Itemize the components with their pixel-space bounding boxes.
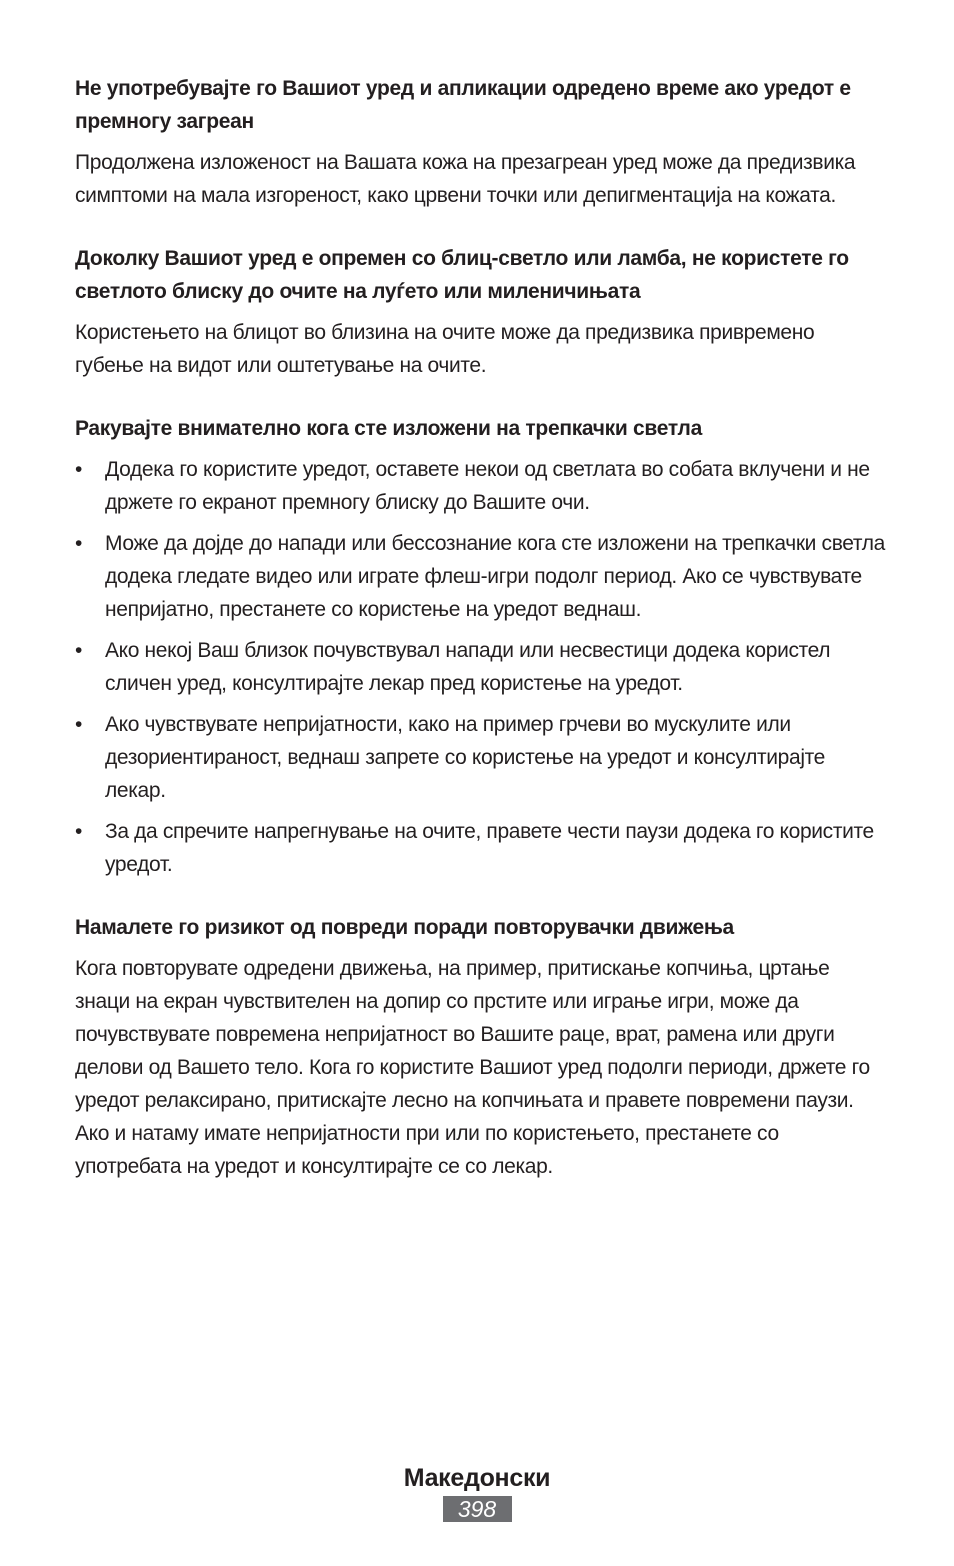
list-item [75, 453, 885, 519]
list-item [75, 815, 885, 881]
section-paragraph: Продолжена изложеност на Вашата кожа на презагреан уред може да предизвика симптоми на мала изгореност, како црвени точки или депигментација на кожата. [75, 151, 856, 207]
section-overheating [75, 72, 885, 212]
list-item-text: Може да дојде до напади или бессознание кога сте изложени на трепкачки светла додека гледате видео или играте флеш-игри подолг период. Ако се чувствувате непријатно, престанете со користење на уредот веднаш. [105, 532, 885, 621]
footer-language-label: Македонски [403, 1464, 551, 1492]
bullet-icon: • [75, 713, 83, 736]
list-item [75, 708, 885, 807]
page-number: 398 [443, 1496, 512, 1522]
section-flash-light [75, 242, 885, 382]
section-heading: Намалете го ризикот од повреди поради повторувачки движења [75, 916, 734, 939]
list-item-text: Додека го користите уредот, оставете некои од светлата во собата вклучени и не држете го екранот премногу блиску до Вашите очи. [105, 458, 870, 514]
list-item [75, 527, 885, 626]
section-heading: Ракувајте внимателно кога сте изложени на трепкачки светла [75, 417, 702, 440]
list-item-text: За да спречите напрегнување на очите, правете чести паузи додека го користите уредот. [105, 820, 874, 876]
section-repetitive-motion [75, 911, 885, 1183]
section-heading: Доколку Вашиот уред е опремен со блиц-светло или ламба, не користете го светлото блиску до очите на луѓето или миленичињата [75, 247, 849, 303]
list-item-text: Ако некој Ваш близок почувствувал напади или несвестици додека користел сличен уред, консултирајте лекар пред користење на уредот. [105, 639, 831, 695]
section-flashing-lights [75, 412, 885, 881]
list-item [75, 634, 885, 700]
section-heading: Не употребувајте го Вашиот уред и апликации одредено време ако уредот е премногу загреан [75, 77, 851, 133]
bullet-icon: • [75, 458, 83, 481]
bullet-icon: • [75, 532, 83, 555]
bullet-icon: • [75, 639, 83, 662]
list-item-text: Ако чувствувате непријатности, како на пример грчеви во мускулите или дезориентираност, веднаш запрете со користење на уредот и консултирајте лекар. [105, 713, 825, 802]
page-footer [0, 1462, 954, 1522]
document-body [75, 72, 885, 1213]
bullet-icon: • [75, 820, 83, 843]
section-paragraph: Користењето на блицот во близина на очите може да предизвика привремено губење на видот или оштетување на очите. [75, 321, 815, 377]
bullet-list [75, 453, 885, 881]
section-paragraph: Кога повторувате одредени движења, на пример, притискање копчиња, цртање знаци на екран чувствителен на допир со прстите или играње игри, може да почувствувате повремена непријатност во Вашите раце, врат, рамена или други делови од Вашето тело. Кога го користите Вашиот уред подолги периоди, држете го уредот релаксирано, притискајте лесно на копчињата и правете повремени паузи. Ако и натаму имате непријатности при или по користењето, престанете со употребата на уредот и консултирајте се со лекар. [75, 957, 870, 1178]
